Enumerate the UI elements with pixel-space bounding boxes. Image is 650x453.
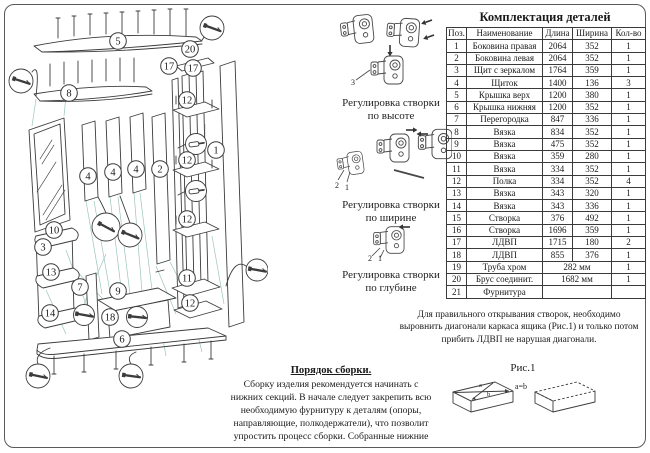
balloon-number: 18	[104, 312, 116, 324]
diag-b-label: b	[487, 391, 491, 398]
table-cell: 18	[447, 249, 467, 261]
balloon-number: 17	[187, 63, 199, 75]
balloon-number: 12	[184, 298, 196, 310]
balloon-number: 13	[45, 267, 57, 279]
table-cell: Вязка	[467, 200, 543, 212]
table-header-row	[447, 28, 646, 40]
table-cell: 1400	[543, 77, 573, 89]
table-cell: 352	[573, 40, 612, 52]
balloon-number: 4	[133, 164, 139, 176]
dowel-pins-shelf8	[50, 58, 134, 86]
figure1-label: Рис.1	[510, 362, 536, 374]
balloon-number: 6	[119, 334, 125, 346]
table-cell: 352	[573, 101, 612, 113]
table-cell: 17	[447, 237, 467, 249]
table-cell: 1	[612, 40, 646, 52]
table-cell: 1696	[543, 224, 573, 236]
table-cell: 352	[573, 175, 612, 187]
table-cell: Боковина правая	[467, 40, 543, 52]
diagonal-note: Для правильного открывания створок, необходимо выровнить диагонали каркаса ящика (Рис.1) и только потом прибить ЛДВП не нарушая диагонали.	[399, 310, 639, 345]
balloon-number: 17	[163, 61, 175, 73]
table-cell: 1200	[543, 101, 573, 113]
table-cell: 11	[447, 163, 467, 175]
mirror-panel	[29, 118, 70, 232]
furniture-exploded-diagram	[6, 4, 268, 402]
table-cell: 352	[573, 138, 612, 150]
table-cell: Щит с зеркалом	[467, 64, 543, 76]
table-cell: 6	[447, 101, 467, 113]
adjustment-caption: Регулировка створки по ширине	[342, 199, 440, 224]
table-row	[447, 187, 646, 199]
table-cell: 2	[612, 237, 646, 249]
balloon-number: 12	[181, 95, 193, 107]
table-cell: Кол-во	[612, 28, 646, 40]
adjustment-caption: Регулировка створки по глубине	[342, 269, 440, 294]
table-cell: 352	[573, 126, 612, 138]
table-row	[447, 249, 646, 261]
table-cell: Фурнитура	[467, 286, 543, 298]
table-row	[447, 126, 646, 138]
table-cell: 9	[447, 138, 467, 150]
table-cell: Створка	[467, 212, 543, 224]
table-cell: 352	[573, 163, 612, 175]
table-cell: 336	[573, 114, 612, 126]
table-cell: 1	[612, 187, 646, 199]
table-cell: Труба хром	[467, 261, 543, 273]
table-cell: Перегородка	[467, 114, 543, 126]
table-cell: 1	[612, 212, 646, 224]
table-cell: 1	[612, 200, 646, 212]
table-cell: 180	[573, 237, 612, 249]
table-cell: 343	[543, 187, 573, 199]
table-cell: 1764	[543, 64, 573, 76]
table-cell: Вязка	[467, 150, 543, 162]
frame-with-diagonals	[453, 382, 513, 412]
balloon-number: 8	[66, 88, 72, 100]
figure1-diagram	[443, 376, 648, 434]
table-cell: 1	[612, 101, 646, 113]
table-cell: 20	[447, 273, 467, 285]
table-cell: 13	[447, 187, 467, 199]
parts-table	[446, 27, 646, 299]
table-cell: 1	[612, 138, 646, 150]
table-cell: Боковина левая	[467, 52, 543, 64]
ref-label: 2	[368, 254, 372, 262]
table-cell: 282 мм	[543, 261, 612, 273]
balloon-number: 4	[110, 167, 116, 179]
ref-label: 1	[378, 254, 382, 262]
table-cell: 14	[447, 200, 467, 212]
table-row	[447, 200, 646, 212]
balloon-number: 5	[115, 36, 121, 48]
table-row	[447, 273, 646, 285]
assembly-heading: Порядок сборки.	[290, 365, 372, 376]
balloon-number: 12	[181, 155, 193, 167]
table-cell: 19	[447, 261, 467, 273]
table-cell: 2	[447, 52, 467, 64]
table-row	[447, 89, 646, 101]
table-cell: Крышка верх	[467, 89, 543, 101]
table-row	[447, 175, 646, 187]
table-cell: Вязка	[467, 138, 543, 150]
balloon-number: 12	[181, 214, 193, 226]
table-cell: ЛДВП	[467, 237, 543, 249]
table-cell: 834	[543, 126, 573, 138]
table-cell: 380	[573, 89, 612, 101]
table-cell: Брус соединит.	[467, 273, 543, 285]
table-cell: 280	[573, 150, 612, 162]
table-cell: 5	[447, 89, 467, 101]
table-cell: 10	[447, 150, 467, 162]
table-cell: 1	[612, 150, 646, 162]
table-row	[447, 286, 646, 298]
ref-label: 1	[345, 183, 349, 192]
table-cell: 12	[447, 175, 467, 187]
diag-a-label: a	[479, 382, 482, 389]
table-cell	[543, 286, 612, 298]
table-cell: 359	[573, 64, 612, 76]
balloon-number: 3	[40, 242, 46, 254]
table-cell: 2064	[543, 40, 573, 52]
table-cell: 359	[543, 150, 573, 162]
adjustment-height	[330, 8, 452, 123]
balloon-number: 7	[77, 282, 83, 294]
balloon-number: 10	[48, 225, 60, 237]
assembly-body: Сборку изделия рекомендуется начинать с нижних секций. В начале следует закрепить всю необходимую фурнитуру к деталям (опоры, направляющие, полкодержатели), что позволит упростить процесс сборки. Собранные нижние	[230, 379, 432, 442]
table-cell: 343	[543, 200, 573, 212]
table-cell: Наименование	[467, 28, 543, 40]
table-cell: 855	[543, 249, 573, 261]
table-cell: 1	[612, 224, 646, 236]
table-row	[447, 138, 646, 150]
table-cell: Полка	[467, 175, 543, 187]
table-cell: 16	[447, 224, 467, 236]
table-cell: 1200	[543, 89, 573, 101]
table-cell: 136	[573, 77, 612, 89]
hinge-diagram-depth	[330, 222, 452, 262]
table-cell: 492	[573, 212, 612, 224]
table-cell: 1	[612, 261, 646, 273]
balloon-number: 4	[85, 171, 91, 183]
table-cell: Щиток	[467, 77, 543, 89]
ref-label: 2	[335, 181, 339, 190]
table-cell: 8	[447, 126, 467, 138]
table-cell: 1	[612, 114, 646, 126]
table-row	[447, 150, 646, 162]
table-cell: Крышка нижняя	[467, 101, 543, 113]
table-cell: 1	[612, 64, 646, 76]
table-cell: Вязка	[467, 187, 543, 199]
table-row	[447, 52, 646, 64]
table-cell: 1	[612, 249, 646, 261]
table-row	[447, 77, 646, 89]
adjustment-depth	[330, 222, 452, 295]
table-row	[447, 212, 646, 224]
table-cell: 4	[447, 77, 467, 89]
table-cell: 1	[612, 89, 646, 101]
slats	[82, 113, 146, 201]
table-cell: Ширина	[573, 28, 612, 40]
table-cell	[612, 286, 646, 298]
table-row	[447, 163, 646, 175]
hinge-diagram-width	[330, 122, 452, 192]
table-cell: 376	[573, 249, 612, 261]
table-cell: 1	[447, 40, 467, 52]
table-cell: 1	[612, 126, 646, 138]
ref-label: 3	[351, 78, 355, 87]
balloon-number: 2	[157, 164, 163, 176]
upper-shelf	[34, 86, 152, 101]
assembly-order	[227, 364, 435, 443]
table-cell: ЛДВП	[467, 249, 543, 261]
table-cell: 352	[573, 52, 612, 64]
table-cell: 320	[573, 187, 612, 199]
adjustment-width	[330, 122, 452, 225]
table-cell: 1682 мм	[543, 273, 612, 285]
table-cell: Створка	[467, 224, 543, 236]
table-cell: Поз.	[448, 28, 465, 39]
table-cell: 4	[612, 175, 646, 187]
table-cell: 3	[447, 64, 467, 76]
frame-with-hardboard	[535, 382, 595, 412]
left-side-panel	[152, 113, 170, 264]
table-cell: 1	[612, 273, 646, 285]
table-cell: 15	[447, 212, 467, 224]
table-cell: 359	[573, 224, 612, 236]
balloon-number: 1	[213, 145, 219, 157]
equality-label: a=b	[514, 382, 528, 391]
table-cell: 7	[447, 114, 467, 126]
table-cell: Длина	[543, 28, 573, 40]
table-row	[447, 114, 646, 126]
balloon-number: 14	[44, 308, 56, 320]
table-cell: 475	[543, 138, 573, 150]
table-cell: 376	[543, 212, 573, 224]
table-cell: 847	[543, 114, 573, 126]
table-row	[447, 64, 646, 76]
parts-list-title: Комплектация деталей	[479, 10, 611, 24]
table-row	[447, 224, 646, 236]
balloon-number: 9	[115, 286, 121, 298]
table-cell: 1	[612, 52, 646, 64]
table-cell: 3	[612, 77, 646, 89]
balloon-number: 20	[184, 44, 196, 56]
table-row	[447, 40, 646, 52]
table-cell: 1715	[543, 237, 573, 249]
table-cell: 21	[447, 286, 467, 298]
hinge-diagram-height	[330, 8, 452, 90]
table-cell: 334	[543, 163, 573, 175]
table-row	[447, 101, 646, 113]
table-cell: 334	[543, 175, 573, 187]
table-cell: Вязка	[467, 163, 543, 175]
table-cell: Вязка	[467, 126, 543, 138]
balloon-number: 11	[181, 273, 193, 285]
table-cell: 1	[612, 163, 646, 175]
table-row	[447, 261, 646, 273]
adjustment-caption: Регулировка створки по высоте	[342, 97, 440, 122]
table-cell: 2064	[543, 52, 573, 64]
table-row	[447, 237, 646, 249]
table-cell: 336	[573, 200, 612, 212]
